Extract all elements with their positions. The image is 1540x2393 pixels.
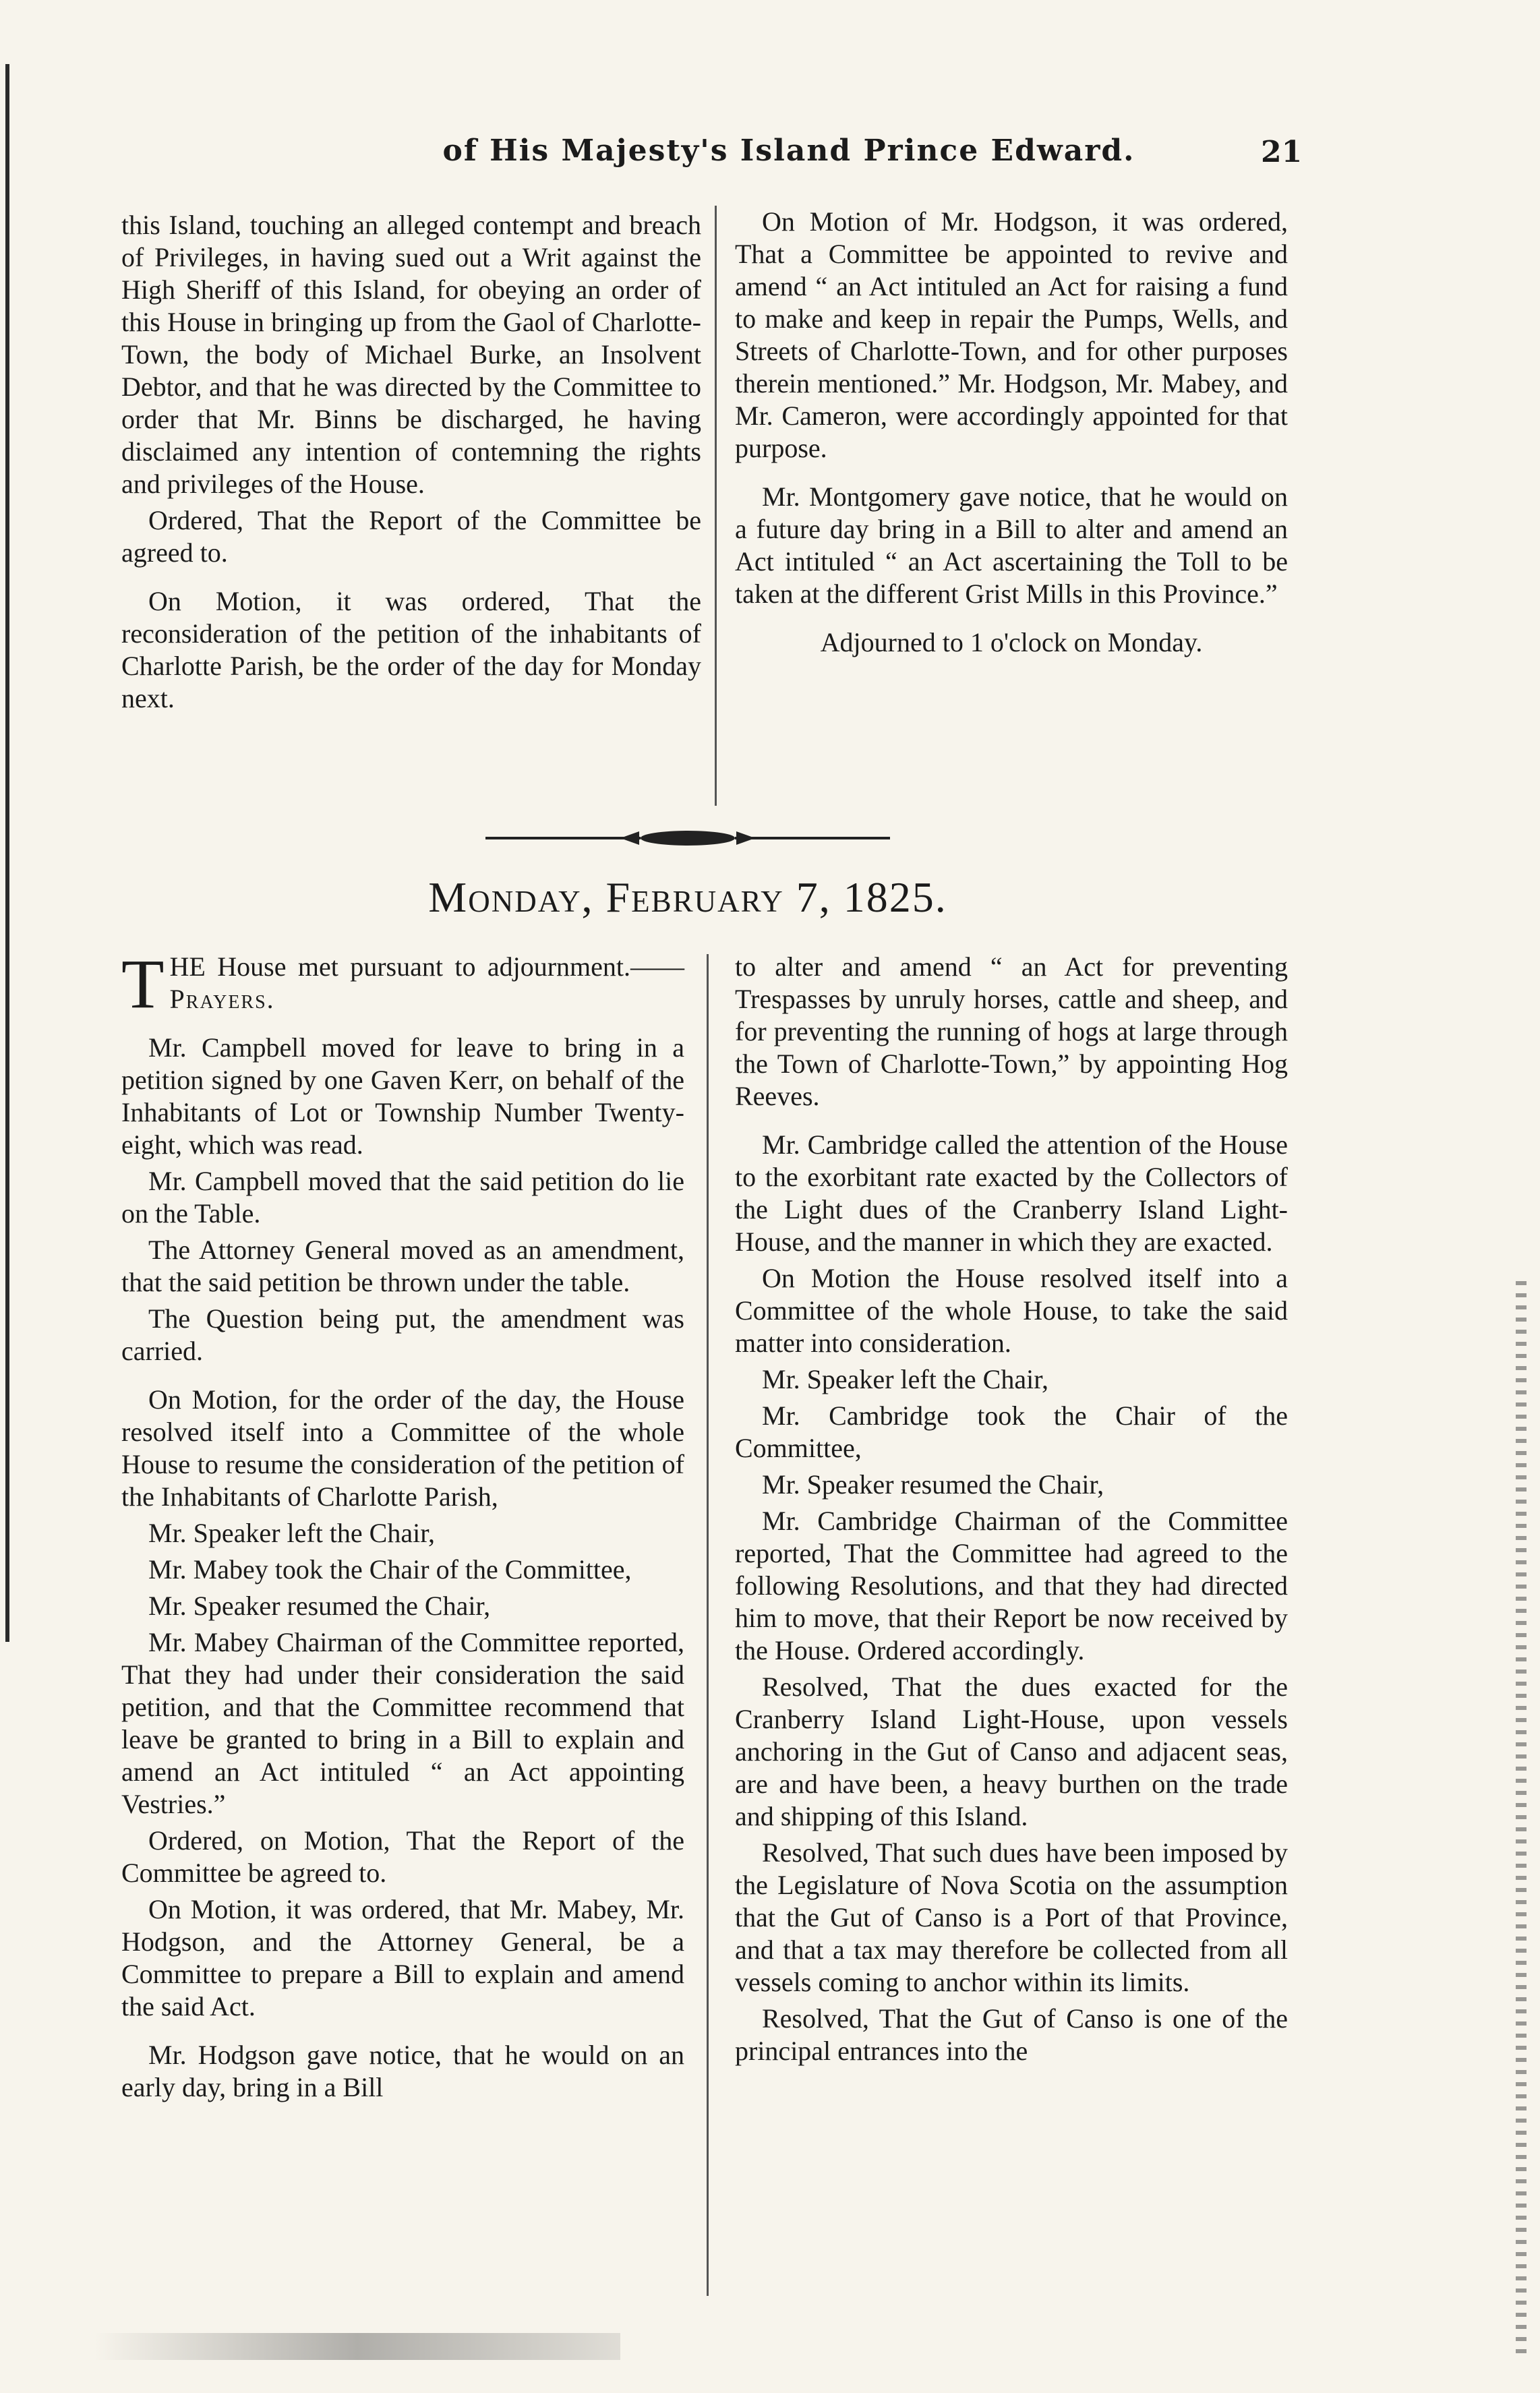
- paragraph: On Motion the House resolved itself into a Committee of the whole House, to take the said matter into consideration.: [735, 1263, 1288, 1358]
- paragraph: Resolved, That such dues have been imposed by the Legislature of Nova Scotia on the assumption that the Gut of Canso is a Port of that Province, and that a tax may therefore be collected from all vessels coming to anchor within its limits.: [735, 1837, 1288, 1997]
- column-rule-top: [715, 206, 717, 806]
- paragraph: Resolved, That the dues exacted for the Cranberry Island Light-House, upon vessels anchoring in the Gut of Canso and adjacent seas, are and have been, a heavy burthen on the trade and shipping of this Island.: [735, 1672, 1288, 1831]
- running-title: of His Majesty's Island Prince Edward.: [442, 134, 1135, 168]
- paragraph: On Motion, it was ordered, That the reconsideration of the petition of the inhabitants of Charlotte Parish, be the order of the day for Monday next.: [121, 586, 701, 713]
- paragraph: On Motion, it was ordered, that Mr. Mabey, Mr. Hodgson, and the Attorney General, be a Committee to prepare a Bill to explain and amend the said Act.: [121, 1894, 684, 2021]
- paragraph: Mr. Speaker left the Chair,: [148, 1518, 435, 1548]
- bottom-right-column: [735, 951, 1288, 2071]
- paragraph: Mr. Speaker resumed the Chair,: [762, 1469, 1104, 1500]
- paragraph: Resolved, That the Gut of Canso is one of the principal entrances into the: [735, 2003, 1288, 2066]
- paragraph: The Attorney General moved as an amendment, that the said petition be thrown under the table.: [121, 1235, 684, 1297]
- paragraph: Mr. Mabey took the Chair of the Committee,: [148, 1554, 632, 1585]
- scan-right-edge: [1516, 1281, 1527, 2360]
- top-left-column: [121, 209, 701, 719]
- prayers-label: Prayers.: [169, 984, 275, 1014]
- top-right-column: [735, 206, 1288, 663]
- drop-cap: T: [121, 945, 165, 1023]
- bottom-left-column: [121, 945, 684, 2108]
- paragraph: Mr. Cambridge called the attention of the House to the exorbitant rate exacted by the Collectors of the Light dues of the Cranberry Island Light-House, and the manner in which they are exacted.: [735, 1129, 1288, 1257]
- paragraph: Mr. Cambridge took the Chair of the Committee,: [735, 1400, 1288, 1463]
- column-rule-bottom: [707, 954, 709, 2296]
- paragraph: Mr. Hodgson gave notice, that he would on an early day, bring in a Bill: [121, 2040, 684, 2102]
- paragraph: Mr. Campbell moved for leave to bring in a petition signed by one Gaven Kerr, on behalf of the Inhabitants of Lot or Township Number Twenty-eight, which was read.: [121, 1032, 684, 1160]
- scan-smudge: [94, 2333, 620, 2360]
- paragraph: this Island, touching an alleged contempt and breach of Privileges, in having sued out a Writ against the High Sheriff of this Island, for obeying an order of this House in bringing up from the Gaol of Charlotte-Town, the body of Michael Burke, an Insolvent Debtor, and that he was directed by the Committee to order that Mr. Binns be discharged, he having disclaimed any intention of contemning the rights and privileges of the House.: [121, 210, 701, 499]
- paragraph: The Question being put, the amendment was carried.: [121, 1303, 684, 1366]
- paragraph: Mr. Mabey Chairman of the Committee reported, That they had under their consideration the said petition, and that the Committee recommend that leave be granted to bring in a Bill to explain and amend an Act intituled “ an Act appointing Vestries.”: [121, 1627, 684, 1819]
- ornament-divider: [485, 828, 890, 848]
- adjournment-line: Adjourned to 1 o'clock on Monday.: [820, 627, 1203, 657]
- paragraph: Mr. Campbell moved that the said petition do lie on the Table.: [121, 1166, 684, 1229]
- scan-left-edge: [5, 64, 9, 1642]
- paragraph: On Motion of Mr. Hodgson, it was ordered, That a Committee be appointed to revive and amend “ an Act intituled an Act for raising a fund to make and keep in repair the Pumps, Wells, and Streets of Charlotte-Town, and for other purposes therein mentioned.” Mr. Hodgson, Mr. Mabey, and Mr. Cameron, were accordingly appointed for that purpose.: [735, 206, 1288, 463]
- paragraph: to alter and amend “ an Act for preventing Trespasses by unruly horses, cattle and sheep, and for preventing the running of hogs at large through the Town of Charlotte-Town,” by appointing Hog Reeves.: [735, 951, 1288, 1111]
- paragraph: Ordered, That the Report of the Committee be agreed to.: [121, 505, 701, 568]
- page-number: 21: [1261, 135, 1303, 169]
- paragraph: On Motion, for the order of the day, the House resolved itself into a Committee of the whole House to resume the consideration of the petition of the Inhabitants of Charlotte Parish,: [121, 1384, 684, 1512]
- paragraph: Ordered, on Motion, That the Report of the Committee be agreed to.: [121, 1825, 684, 1888]
- date-heading: Monday, February 7, 1825.: [428, 873, 947, 921]
- paragraph: Mr. Speaker left the Chair,: [762, 1364, 1048, 1394]
- paragraph: Mr. Montgomery gave notice, that he would on a future day bring in a Bill to alter and amend an Act intituled “ an Act ascertaining the Toll to be taken at the different Grist Mills in this Province.”: [735, 481, 1288, 609]
- opening-text: HE House met pursuant to adjournment.——: [169, 951, 684, 982]
- paragraph: Mr. Speaker resumed the Chair,: [148, 1591, 491, 1621]
- paragraph: Mr. Cambridge Chairman of the Committee reported, That the Committee had agreed to the following Resolutions, and that they had directed him to move, that their Report be now received by the House. Ordered accordingly.: [735, 1506, 1288, 1665]
